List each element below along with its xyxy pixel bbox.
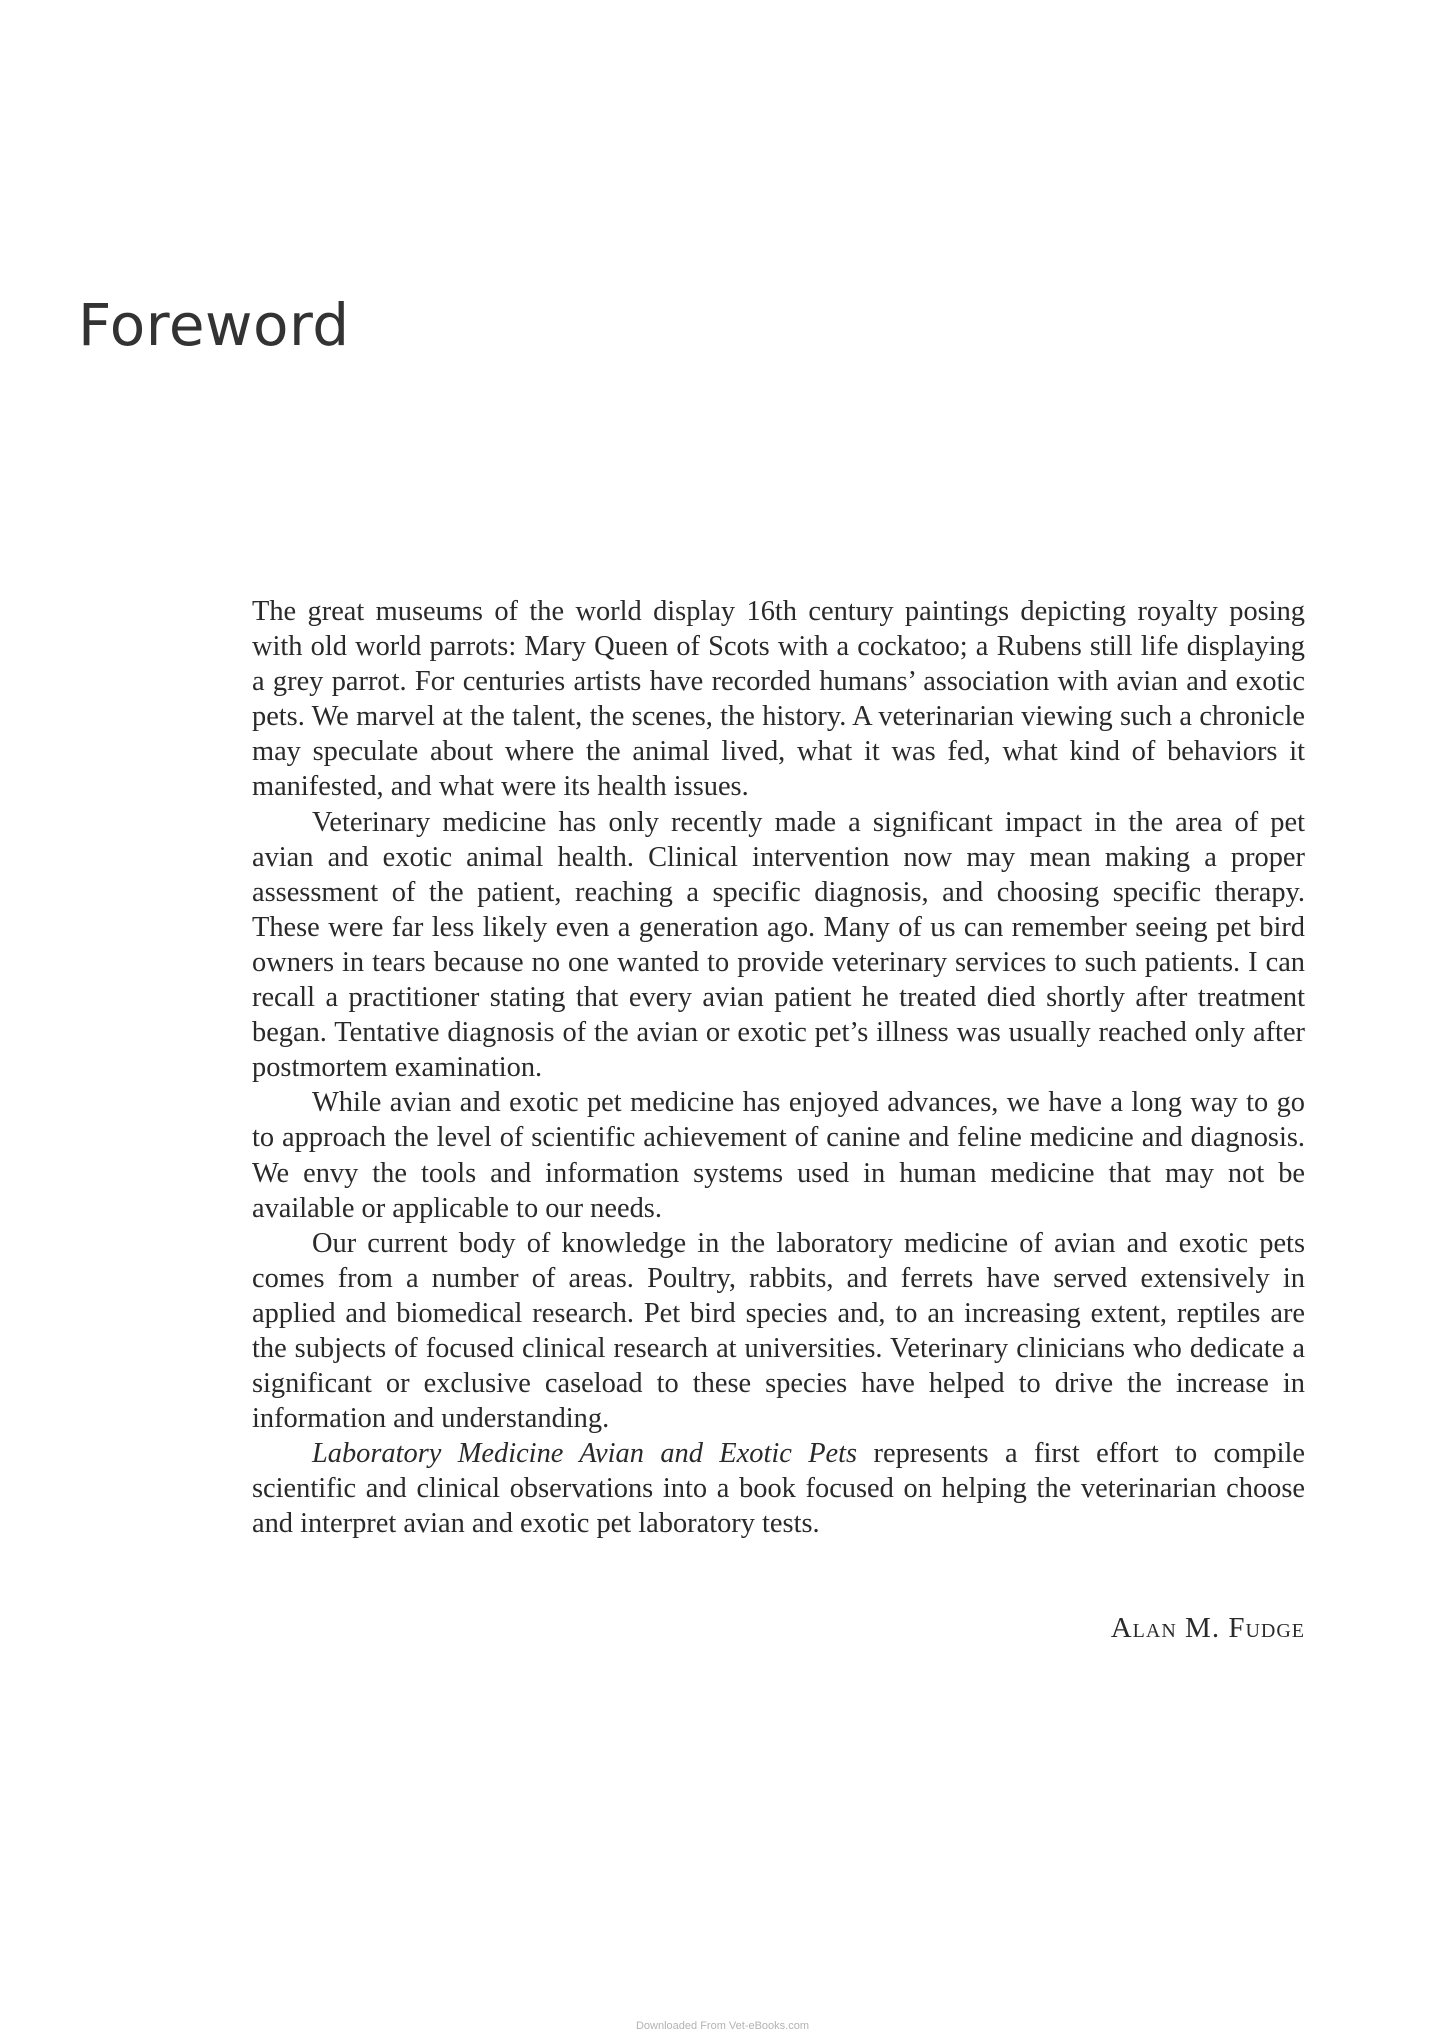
page-title: Foreword [78,291,350,359]
author-signature: Alan M. Fudge [1110,1612,1305,1644]
paragraph-2: Veterinary medicine has only recently made a significant impact in the area of pet avian and exotic animal health. Clinical intervention now may mean making a proper assessment of the patient, reaching a specific diagnosis, and choosing specific therapy. These were far less likely even a generation ago. Many of us can remember seeing pet bird owners in tears because no one wanted to provide veterinary services to such patients. I can recall a practitioner stating that every avian patient he treated died shortly after treatment began. Tentative diagnosis of the avian or exotic pet’s illness was usually reached only after postmortem examination. [252,806,1305,1084]
paragraph-5-text: represents a first effort to compile scientific and clinical observations into a book focused on helping the veterinarian choose and interpret avian and exotic pet laboratory tests. [252,1438,1306,1540]
paragraph-1: The great museums of the world display 16th century paintings depicting royalty posing with old world parrots: Mary Queen of Scots with a cockatoo; a Rubens still life displaying a grey parrot. For centuries artists have recorded humans’ association with avian and exotic pets. We marvel at the talent, the scenes, the history. A veterinarian viewing such a chronicle may speculate about where the animal lived, what it was fed, what kind of behaviors it manifested, and what were its health issues. [252,596,1305,803]
paragraph-5 [252,1436,1305,1541]
paragraph-3: While avian and exotic pet medicine has enjoyed advances, we have a long way to go to approach the level of scientific achievement of canine and feline medicine and diagnosis. We envy the tools and information systems used in human medicine that may not be available or applicable to our needs. [252,1087,1305,1224]
paragraph-4: Our current body of knowledge in the laboratory medicine of avian and exotic pets comes from a number of areas. Poultry, rabbits, and ferrets have served extensively in applied and biomedical research. Pet bird species and, to an increasing extent, reptiles are the subjects of focused clinical research at universities. Veterinary clinicians who dedicate a significant or exclusive caseload to these species have helped to drive the increase in information and understanding. [252,1227,1305,1435]
foreword-body [252,594,1305,1542]
download-footer: Downloaded From Vet-eBooks.com [635,2020,810,2032]
book-title: Laboratory Medicine Avian and Exotic Pets [312,1438,858,1470]
